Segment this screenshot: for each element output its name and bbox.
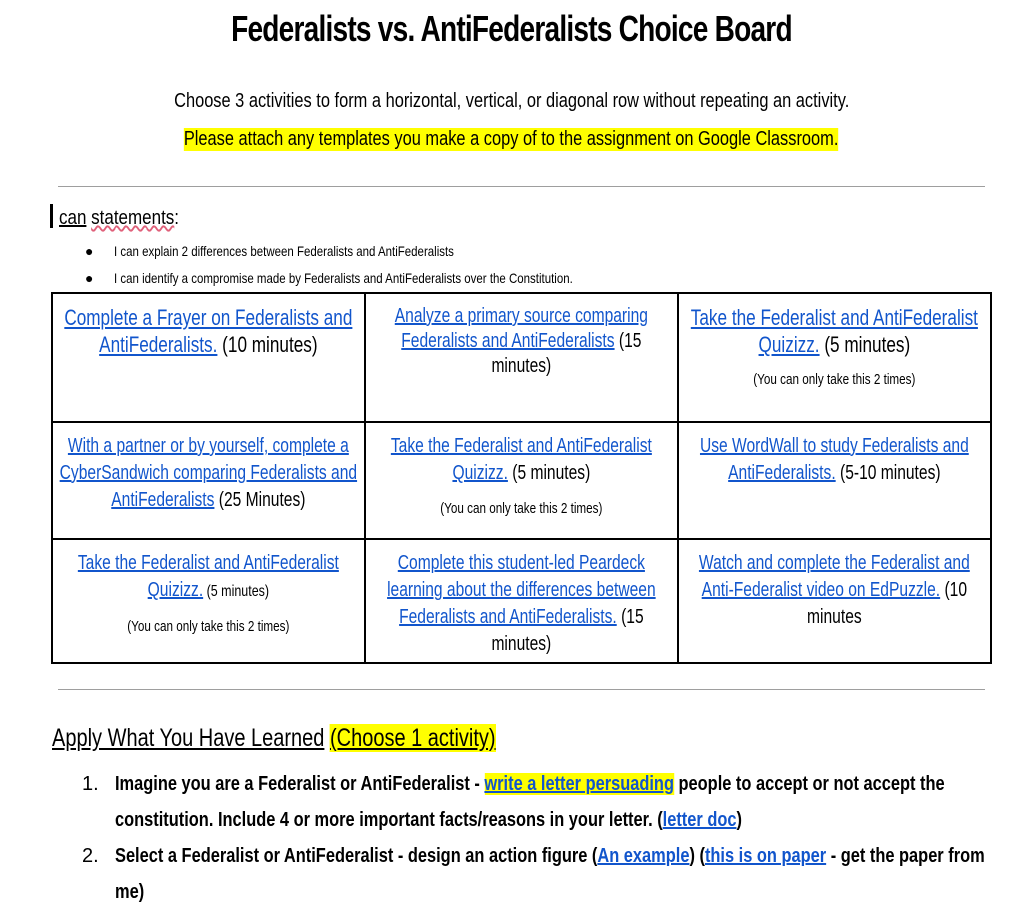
horizontal-rule [58,689,985,690]
board-cell-r1c2: Analyze a primary source comparing Federalists and AntiFederalists (15 minutes) [365,293,678,422]
action-figure-example-link[interactable]: An example [597,845,690,867]
choice-board [51,292,992,664]
cybersandwich-link[interactable]: With a partner or by yourself, complete a CyberSandwich comparing Federalists and AntiFederalists [59,435,358,511]
list-item: 1. Imagine you are a Federalist or AntiFederalist - write a letter persuading people to accept or not accept the constitution. Include 4 or more important facts/reasons in your letter. (letter doc) [82,773,945,831]
board-cell-r2c1: With a partner or by yourself, complete a CyberSandwich comparing Federalists and AntiFederalists (25 Minutes) [52,422,365,539]
letter-persuading-link[interactable]: write a letter persuading [484,773,674,795]
peardeck-link[interactable]: Complete this student-led Peardeck learning about the differences between Federalists and AntiFederalists. [387,552,656,628]
edpuzzle-link[interactable]: Watch and complete the Federalist and Anti-Federalist video on EdPuzzle. [699,552,970,601]
board-cell-r1c1: Complete a Frayer on Federalists and AntiFederalists. (10 minutes) [52,293,365,422]
board-cell-r3c2: Complete this student-led Peardeck learning about the differences between Federalists and AntiFederalists. (15 minutes) [365,539,678,663]
document-title: Federalists vs. AntiFederalists Choice Board [231,8,792,49]
frayer-link[interactable]: Complete a Frayer on Federalists and AntiFederalists. [64,305,353,357]
attach-note: Please attach any templates you make a copy of to the assignment on Google Classroom. [184,128,839,150]
wordwall-link[interactable]: Use WordWall to study Federalists and AntiFederalists. [700,435,969,484]
quizizz-link[interactable]: Take the Federalist and AntiFederalist Quizizz. [390,435,653,484]
primary-source-link[interactable]: Analyze a primary source comparing Federalists and AntiFederalists [394,305,649,352]
apply-list [82,766,1023,910]
list-item: 2. Select a Federalist or AntiFederalist - design an action figure (An example) (this is on paper - get the paper from me) [82,845,985,903]
letter-doc-link[interactable]: letter doc [662,809,737,831]
text-cursor [50,204,53,228]
apply-heading: Apply What You Have Learned (Choose 1 activity) [52,724,496,752]
quizizz-link[interactable]: Take the Federalist and AntiFederalist Quizizz. [77,552,340,601]
board-cell-r2c2: Take the Federalist and AntiFederalist Quizizz. (5 minutes) (You can only take this 2 times) [365,422,678,539]
horizontal-rule [58,186,985,187]
instructions: Choose 3 activities to form a horizontal, vertical, or diagonal row without repeating an activity. [173,90,850,112]
board-cell-r2c3: Use WordWall to study Federalists and AntiFederalists. (5-10 minutes) [678,422,991,539]
i-can-heading: can statements: [50,204,200,230]
on-paper-link[interactable]: this is on paper [704,845,827,867]
board-cell-r3c3: Watch and complete the Federalist and Anti-Federalist video on EdPuzzle. (10 minutes [678,539,991,663]
board-cell-r3c1: Take the Federalist and AntiFederalist Quizizz. (5 minutes) (You can only take this 2 times) [52,539,365,663]
quizizz-link[interactable]: Take the Federalist and AntiFederalist Quizizz. [690,305,979,357]
board-cell-r1c3: Take the Federalist and AntiFederalist Quizizz. (5 minutes) (You can only take this 2 times) [678,293,991,422]
